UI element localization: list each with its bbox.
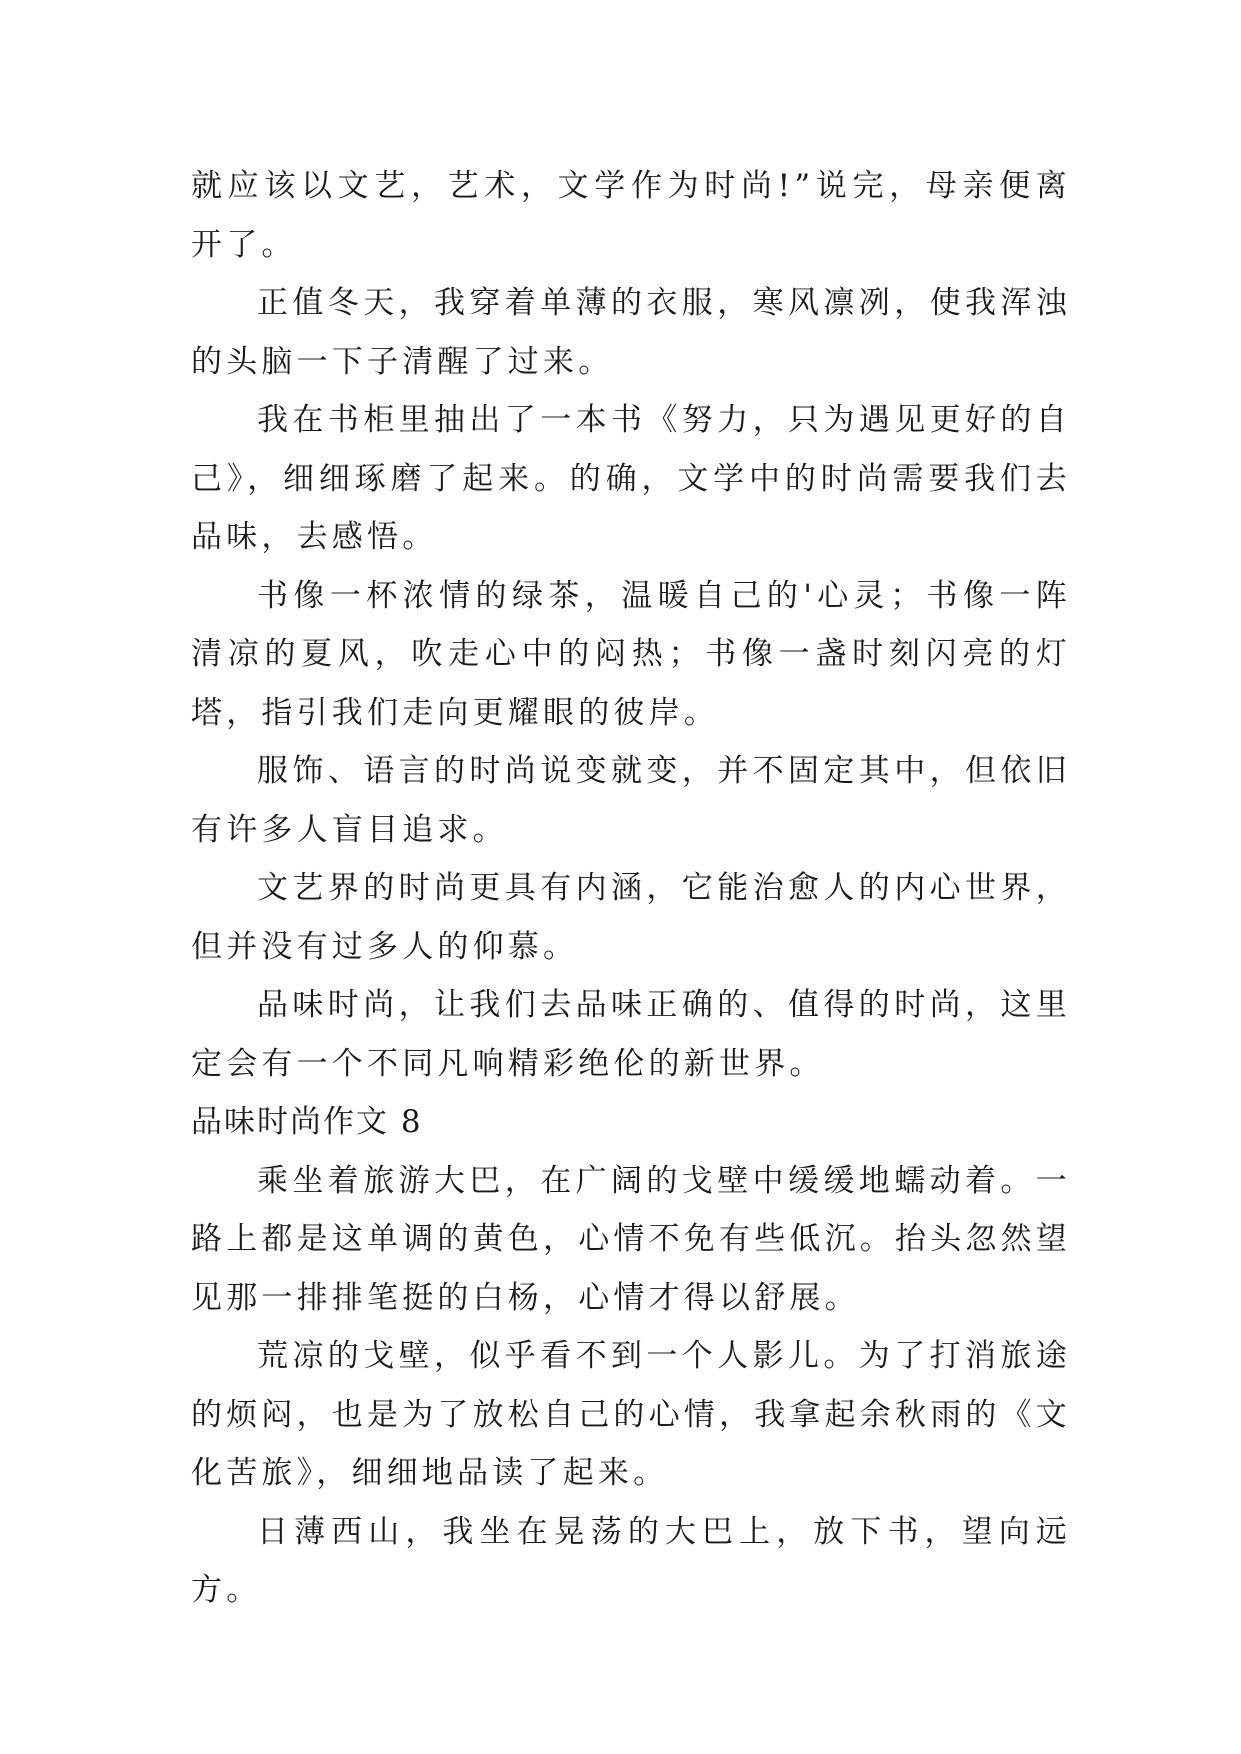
paragraph-6: 文艺界的时尚更具有内涵，它能治愈人的内心世界，但并没有过多人的仰慕。 bbox=[191, 870, 1071, 965]
paragraph-2: 正值冬天，我穿着单薄的衣服，寒风凛冽，使我浑浊的头脑一下子清醒了过来。 bbox=[191, 285, 1071, 380]
paragraph-3: 我在书柜里抽出了一本书《努力，只为遇见更好的自己》，细细琢磨了起来。的确，文学中的时尚需要我们去品味，去感悟。 bbox=[191, 402, 1071, 555]
section-paragraph-2: 荒凉的戈壁，似乎看不到一个人影儿。为了打消旅途的烦闷，也是为了放松自己的心情，我拿起余秋雨的《文化苦旅》，细细地品读了起来。 bbox=[191, 1338, 1071, 1491]
section-title: 品味时尚作文 8 bbox=[191, 1104, 423, 1140]
section-paragraph-3: 日薄西山，我坐在晃荡的大巴上，放下书，望向远方。 bbox=[191, 1513, 1071, 1608]
document-body bbox=[191, 157, 1071, 1620]
paragraph-5: 服饰、语言的时尚说变就变，并不固定其中，但依旧有许多人盲目追求。 bbox=[191, 753, 1071, 848]
paragraph-1: 就应该以文艺，艺术，文学作为时尚!”说完，母亲便离开了。 bbox=[191, 168, 1071, 263]
section-paragraph-1: 乘坐着旅游大巴，在广阔的戈壁中缓缓地蠕动着。一路上都是这单调的黄色，心情不免有些低沉。抬头忽然望见那一排排笔挺的白杨，心情才得以舒展。 bbox=[191, 1162, 1071, 1316]
paragraph-4: 书像一杯浓情的绿茶，温暖自己的'心灵；书像一阵清凉的夏风，吹走心中的闷热；书像一盏时刻闪亮的灯塔，指引我们走向更耀眼的彼岸。 bbox=[191, 577, 1071, 731]
paragraph-7: 品味时尚，让我们去品味正确的、值得的时尚，这里定会有一个不同凡响精彩绝伦的新世界。 bbox=[191, 987, 1071, 1082]
